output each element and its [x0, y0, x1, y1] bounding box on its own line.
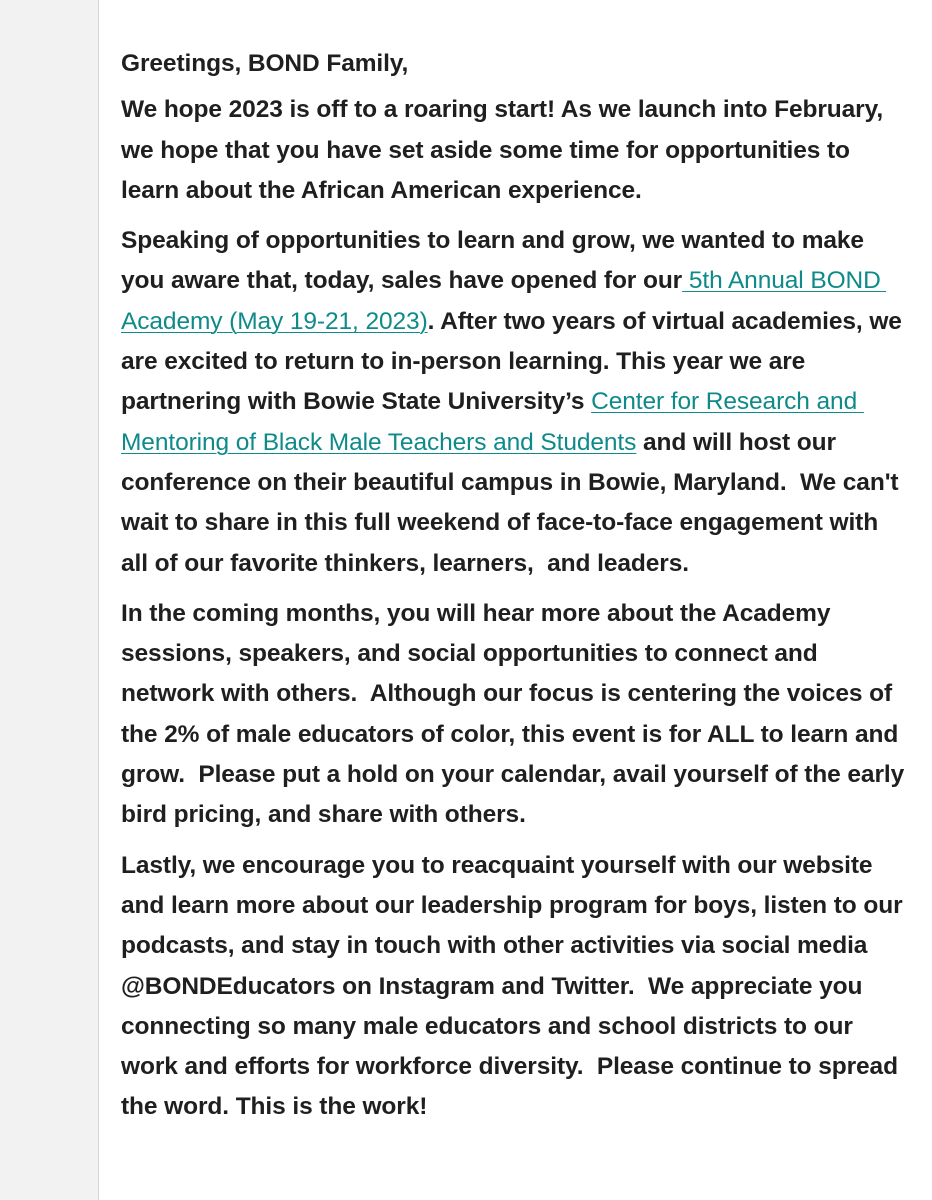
center-link[interactable]: Center for Research and Mentoring of Black Male Teachers and Students [121, 388, 864, 456]
email-body [121, 44, 911, 1138]
paragraph-intro: We hope 2023 is off to a roaring start! As we launch into February, we hope that you have set aside some time for opportunities to learn about the African American experience. [121, 96, 890, 204]
email-card [98, 0, 932, 1200]
paragraph-academy-text-1: Speaking of opportunities to learn and grow, we wanted to make you aware that, today, sales have opened for our [121, 227, 871, 295]
paragraph-lastly: Lastly, we encourage you to reacquaint yourself with our website and learn more about our leadership program for boys, listen to our podcasts, and stay in touch with other activities via social media @BONDEducators on Instagram and Twitter. We appreciate you connecting so many male educators and school districts to our work and efforts for workforce diversity. Please continue to spread the word. This is the work! [121, 851, 910, 1121]
paragraph-academy [121, 221, 911, 584]
greeting: Greetings, BOND Family, [121, 50, 409, 77]
paragraph-coming-months: In the coming months, you will hear more about the Academy sessions, speakers, and social opportunities to connect and network with others. Although our focus is centering the voices of the 2% of male educators of color, this event is for ALL to learn and grow. Please put a hold on your calendar, avail yourself of the early bird pricing, and share with others. [121, 599, 911, 829]
paragraph-academy-text-3: and will host our conference on their beautiful campus in Bowie, Maryland. We can't wait to share in this full weekend of face-to-face engagement with all of our favorite thinkers, learners, and leaders. [121, 428, 906, 577]
academy-link[interactable]: 5th Annual BOND Academy (May 19-21, 2023) [121, 267, 887, 335]
paragraph-academy-text-2: . After two years of virtual academies, we are excited to return to in-person learning. This year we are partnering with Bowie State University’s [121, 307, 909, 416]
